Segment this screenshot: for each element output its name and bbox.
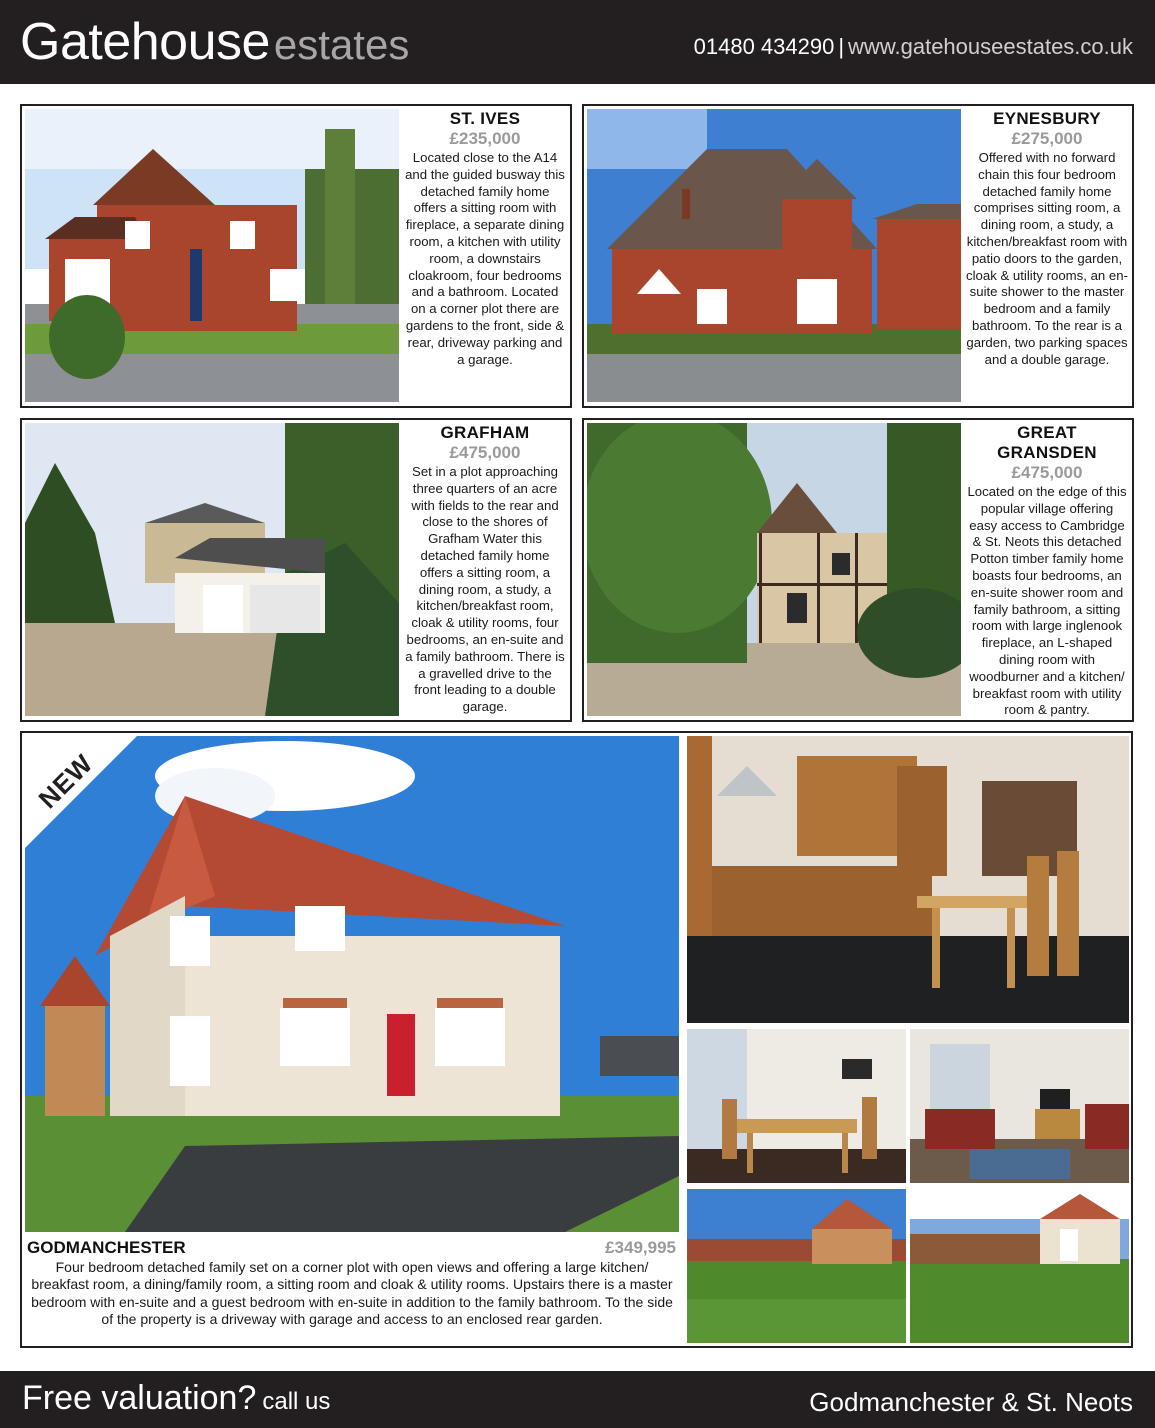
brand-main: Gatehouse — [20, 13, 270, 71]
cta-question: Free valuation? — [22, 1379, 257, 1417]
cta-call-us: call us — [262, 1388, 331, 1415]
featured-town[interactable]: GODMANCHESTER — [27, 1238, 186, 1257]
brand-logo[interactable] — [20, 12, 409, 72]
listing-info — [404, 109, 566, 368]
listing-price: £475,000 — [1011, 463, 1083, 482]
contact-separator: | — [838, 34, 845, 59]
listing-description: Located on the edge of this popular village offering easy access to Cambridge & St. Neots this detached Potton timber family home boasts four bedrooms, an en-suite shower room and family bathroom, a sitting room with large inglenook fireplace, an L-shaped dining room with woodburner and a kitchen/ breakfast room with utility room & pantry. — [967, 484, 1127, 718]
featured-main-photo[interactable] — [25, 736, 679, 1232]
listing-town[interactable]: GRAFHAM — [440, 423, 530, 442]
property-photo-eynesbury[interactable] — [587, 109, 961, 402]
listing-info — [404, 423, 566, 716]
listing-info — [966, 423, 1128, 719]
website-link[interactable]: www.gatehouseestates.co.uk — [848, 34, 1133, 59]
property-photo-great-gransden[interactable] — [587, 423, 961, 716]
listing-description: Set in a plot approaching three quarters of an acre with fields to the rear and close to the shores of Grafham Water this detached family home offers a sitting room, a dining room, a study, a kitchen/breakfast room, cloak & utility rooms, four bedrooms, an en-suite and a family bathroom. There is a gravelled drive to the front leading to a double garage. — [405, 464, 565, 715]
featured-description: Four bedroom detached family set on a corner plot with open views and offering a large kitchen/ breakfast room, a dining/family room, a sitting room and cloak & utility rooms. Upstairs there is a master bedroom with en-suite and a guest bedroom with en-suite in addition to the family bathroom. To the side of the property is a driveway with garage and access to an enclosed rear garden. — [31, 1259, 673, 1327]
office-locations: Godmanchester & St. Neots — [809, 1387, 1133, 1417]
sitting-room-photo[interactable] — [910, 1029, 1129, 1183]
dining-room-photo[interactable] — [687, 1029, 906, 1183]
brand-sub: estates — [273, 21, 410, 68]
listing-grafham[interactable] — [20, 418, 572, 722]
new-badge-label: NEW — [32, 748, 99, 815]
free-valuation-cta[interactable] — [22, 1379, 330, 1418]
listing-description: Located close to the A14 and the guided busway this detached family home offers a sitting room with fireplace, a separate dining room, a kitchen with utility room, a downstairs cloakroom, four bedrooms and a bathroom. Located on a corner plot there are gardens to the front, side & rear, driveway parking and a garage. — [405, 150, 565, 367]
listing-price: £275,000 — [1011, 129, 1083, 148]
footer-bar — [0, 1371, 1155, 1428]
listing-price: £235,000 — [449, 129, 521, 148]
listing-town[interactable]: GREAT GRANSDEN — [997, 423, 1097, 462]
garden-photo-1[interactable] — [687, 1189, 906, 1343]
property-photo-st-ives[interactable] — [25, 109, 399, 402]
listing-st-ives[interactable] — [20, 104, 572, 408]
property-photo-grafham[interactable] — [25, 423, 399, 716]
listing-town[interactable]: ST. IVES — [449, 109, 521, 128]
phone-number[interactable]: 01480 434290 — [693, 34, 835, 59]
garden-photo-2[interactable] — [910, 1189, 1129, 1343]
listing-town[interactable]: EYNESBURY — [993, 109, 1101, 128]
kitchen-photo[interactable] — [687, 736, 1129, 1023]
featured-listing-godmanchester[interactable] — [20, 731, 1133, 1348]
contact-info — [694, 34, 1133, 60]
listing-great-gransden[interactable] — [582, 418, 1134, 722]
listing-price: £475,000 — [449, 443, 521, 462]
featured-price: £349,995 — [605, 1238, 676, 1257]
listing-info — [966, 109, 1128, 368]
listing-eynesbury[interactable] — [582, 104, 1134, 408]
new-badge — [25, 736, 145, 856]
listing-description: Offered with no forward chain this four bedroom detached family home comprises sitting room, a dining room, a study, a kitchen/breakfast room with patio doors to the garden, cloak & utility rooms, an en-suite shower to the master bedroom and a family bathroom. To the rear is a garden, two parking spaces and a double garage. — [966, 150, 1128, 367]
header-bar — [0, 0, 1155, 84]
